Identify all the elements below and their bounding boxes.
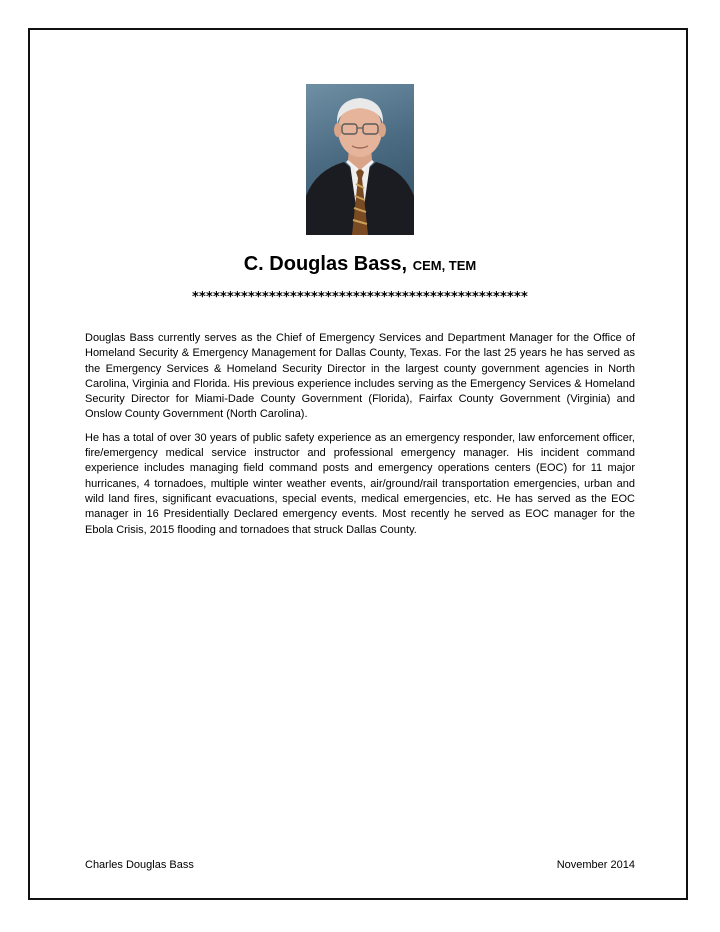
footer-author: Charles Douglas Bass xyxy=(85,859,194,871)
biography xyxy=(85,331,635,546)
person-name-heading xyxy=(0,252,720,278)
bio-paragraph-1: Douglas Bass currently serves as the Chief of Emergency Services and Department Manager for the Office of Homeland Security & Emergency Management for Dallas County, Texas. For the last 25 years he has served as the Emergency Services & Homeland Security Director in the largest county government agencies in North Carolina, Virginia and Florida. His previous experience includes serving as the Emergency Services & Homeland Security Director for Miami-Dade County Government (Florida), Fairfax County Government (Virginia) and Onslow County Government (North Carolina). xyxy=(85,332,635,421)
portrait-illustration xyxy=(306,84,414,235)
asterisk-separator: ************************************************ xyxy=(192,290,528,305)
footer-date: November 2014 xyxy=(556,859,635,871)
person-name: C. Douglas Bass, xyxy=(243,253,408,275)
portrait-photo xyxy=(306,84,414,235)
bio-paragraph-2: He has a total of over 30 years of public safety experience as an emergency responder, law enforcement officer, fire/emergency medical service instructor and professional emergency manager. His incident command experience includes managing field command posts and emergency operations centers (EOC) for 11 major hurricanes, 4 tornadoes, multiple winter weather events, air/ground/rail transportation emergencies, urban and wild land fires, significant evacuations, special events, medical emergencies, etc. He has served as the EOC manager in 16 Presidentially Declared emergency events. Most recently he served as EOC manager for the Ebola Crisis, 2015 flooding and tornadoes that struck Dallas County. xyxy=(85,431,635,536)
credentials: CEM, TEM xyxy=(412,258,477,273)
